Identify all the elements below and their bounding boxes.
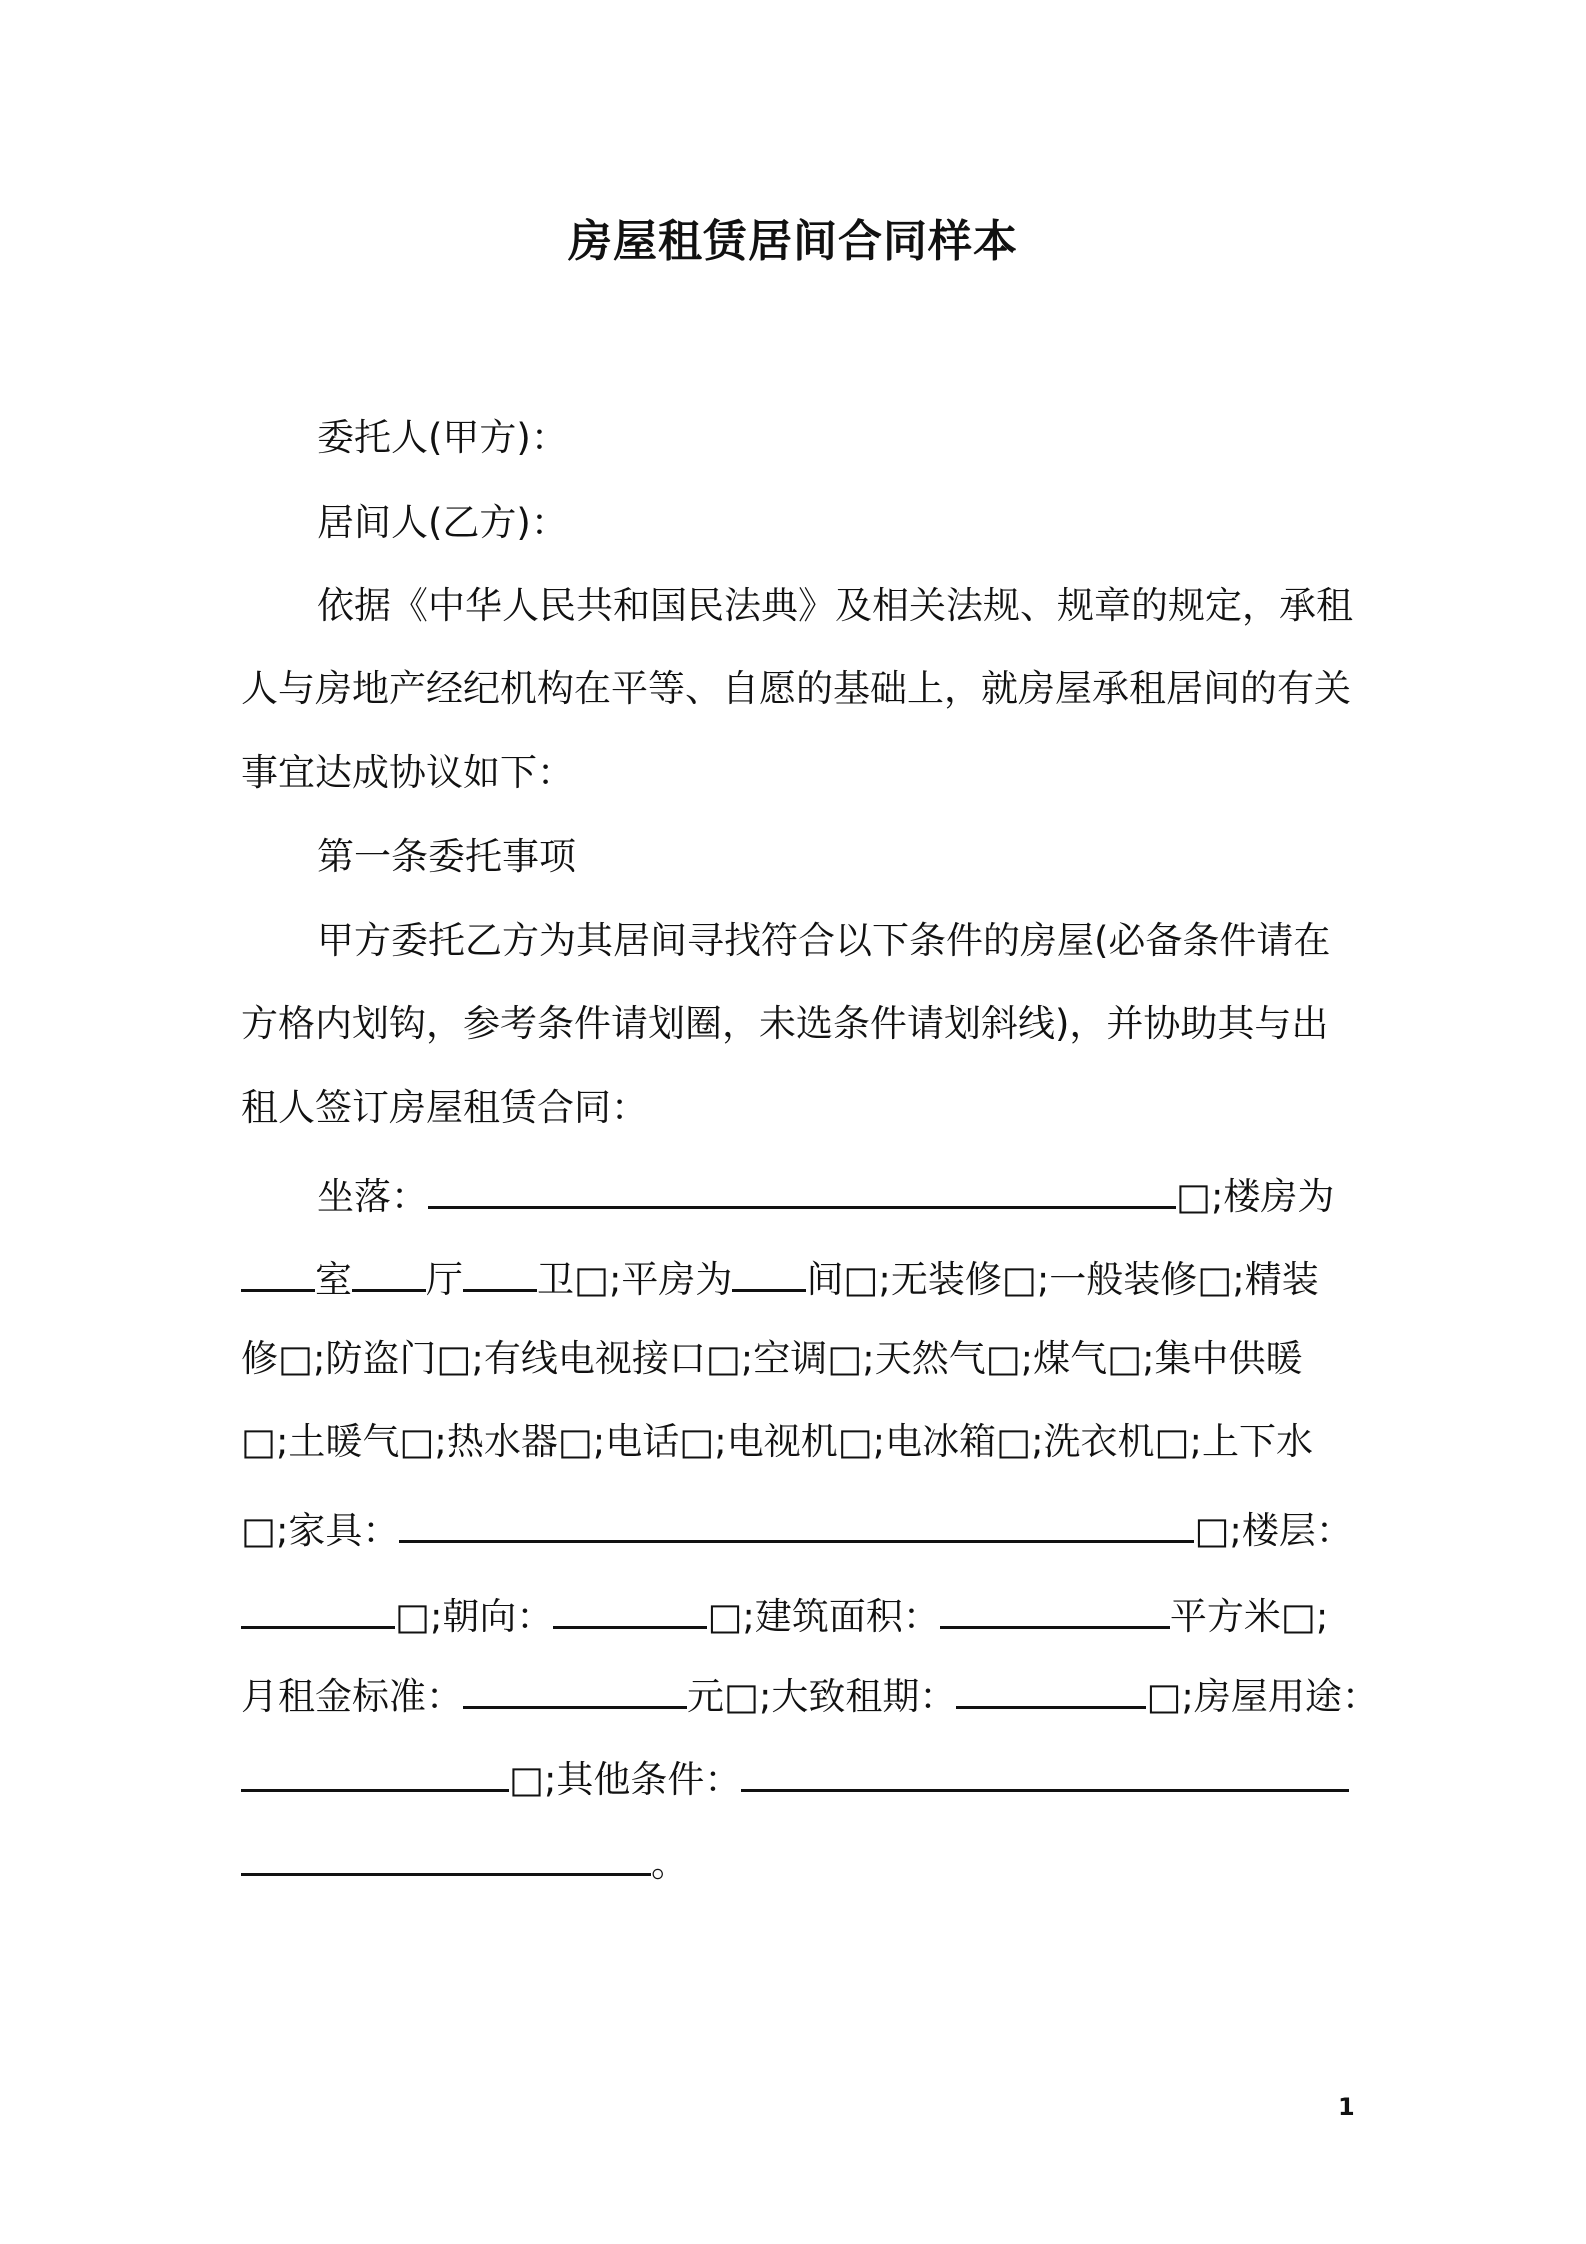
- form-row: [241, 1249, 1361, 1306]
- form-row: [241, 1500, 1361, 1557]
- location-blank[interactable]: [428, 1166, 1176, 1209]
- rooms-blank[interactable]: [241, 1249, 315, 1292]
- form-row: [241, 1749, 1361, 1806]
- orientation-blank[interactable]: [553, 1586, 707, 1629]
- halls-blank[interactable]: [352, 1249, 426, 1292]
- paragraph-line: 事宜达成协议如下：: [241, 751, 574, 794]
- form-text: 。: [651, 1842, 688, 1885]
- party-b-line: 居间人(乙方)：: [317, 501, 568, 544]
- form-text: 间□;无装修□;一般装修□;精装: [806, 1258, 1319, 1301]
- page-number: 1: [1338, 2093, 1355, 2121]
- form-text: □;楼房为: [1176, 1175, 1335, 1218]
- area-label: □;建筑面积：: [707, 1595, 940, 1638]
- usage-blank[interactable]: [241, 1749, 509, 1792]
- term-label: 元□;大致租期：: [687, 1675, 957, 1718]
- usage-label: □;房屋用途：: [1146, 1675, 1379, 1718]
- form-text: 厅: [426, 1258, 463, 1301]
- form-row: [241, 1166, 1437, 1223]
- bungalow-rooms-blank[interactable]: [732, 1249, 806, 1292]
- floor-blank[interactable]: [241, 1586, 395, 1629]
- form-text: 卫□;平房为: [537, 1258, 733, 1301]
- form-row: □;土暖气□;热水器□;电话□;电视机□;电冰箱□;洗衣机□;上下水: [241, 1420, 1313, 1463]
- furniture-label: □;家具：: [241, 1509, 400, 1552]
- paragraph-line: 人与房地产经纪机构在平等、自愿的基础上，就房屋承租居间的有关: [241, 667, 1351, 710]
- orientation-label: □;朝向：: [395, 1595, 554, 1638]
- other-blank[interactable]: [741, 1749, 1349, 1792]
- paragraph-line: 租人签订房屋租赁合同：: [241, 1086, 648, 1129]
- document-title: 房屋租赁居间合同样本: [568, 216, 1018, 267]
- paragraph-line: 依据《中华人民共和国民法典》及相关法规、规章的规定，承租: [317, 584, 1353, 627]
- form-row: [241, 1833, 1361, 1890]
- area-unit: 平方米□;: [1169, 1595, 1329, 1638]
- paragraph-line: 方格内划钩，参考条件请划圈，未选条件请划斜线)，并协助其与出: [241, 1002, 1329, 1045]
- rent-label: 月租金标准：: [241, 1675, 463, 1718]
- floor-label: □;楼层：: [1194, 1509, 1353, 1552]
- rent-blank[interactable]: [463, 1666, 687, 1709]
- baths-blank[interactable]: [463, 1249, 537, 1292]
- location-label: 坐落：: [317, 1175, 428, 1218]
- furniture-blank[interactable]: [399, 1500, 1194, 1543]
- paragraph-line: 甲方委托乙方为其居间寻找符合以下条件的房屋(必备条件请在: [317, 919, 1331, 962]
- other-label: □;其他条件：: [509, 1758, 742, 1801]
- form-row: [241, 1586, 1361, 1643]
- form-row: [241, 1666, 1379, 1723]
- form-row: 修□;防盗门□;有线电视接口□;空调□;天然气□;煤气□;集中供暖: [241, 1337, 1303, 1380]
- section-heading: 第一条委托事项: [317, 835, 576, 878]
- area-blank[interactable]: [940, 1586, 1170, 1629]
- party-a-line: 委托人(甲方)：: [317, 416, 568, 459]
- term-blank[interactable]: [956, 1666, 1146, 1709]
- form-text: 室: [315, 1258, 352, 1301]
- other-blank-continued[interactable]: [241, 1833, 651, 1876]
